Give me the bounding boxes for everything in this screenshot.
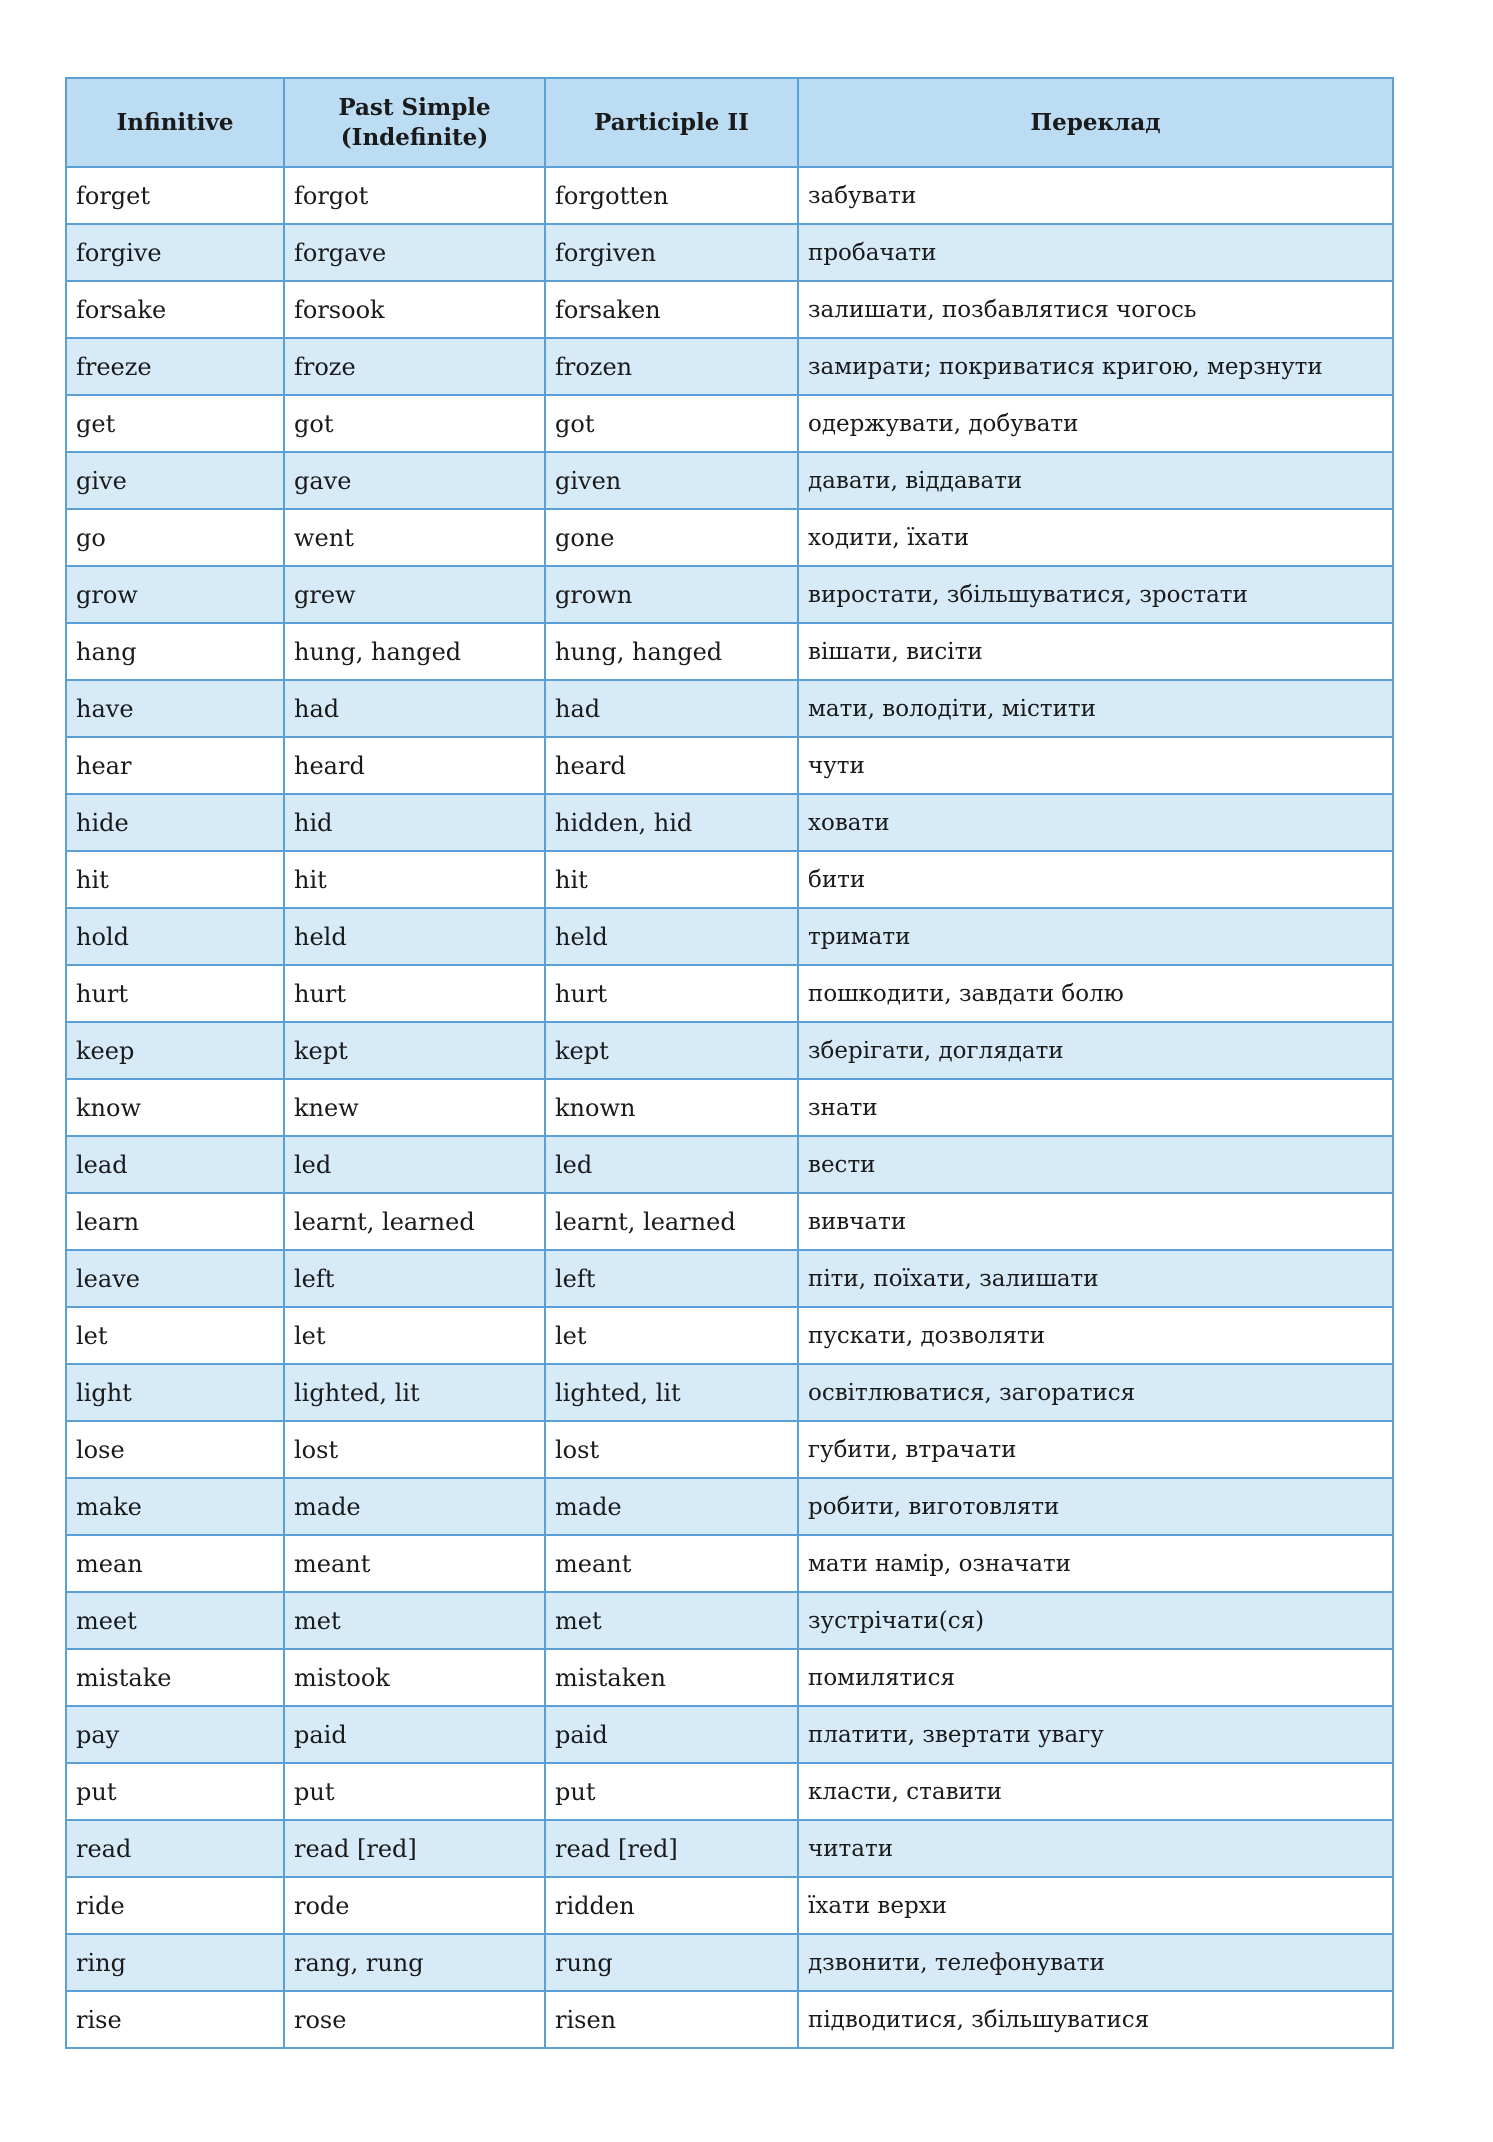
table-row [66, 1250, 1393, 1307]
participle-cell: lost [545, 1421, 798, 1478]
table-row [66, 1079, 1393, 1136]
table-row [66, 965, 1393, 1022]
participle-cell: led [545, 1136, 798, 1193]
participle-cell: forgiven [545, 224, 798, 281]
translation-cell: вивчати [798, 1193, 1393, 1250]
translation-cell: дзвонити, телефонувати [798, 1934, 1393, 1991]
infinitive-cell: hit [66, 851, 284, 908]
participle-cell: hit [545, 851, 798, 908]
table-row [66, 908, 1393, 965]
participle-cell: held [545, 908, 798, 965]
participle-cell: given [545, 452, 798, 509]
past-simple-cell: rang, rung [284, 1934, 545, 1991]
infinitive-cell: read [66, 1820, 284, 1877]
translation-cell: робити, виготовляти [798, 1478, 1393, 1535]
table-row [66, 680, 1393, 737]
infinitive-cell: forsake [66, 281, 284, 338]
participle-cell: hung, hanged [545, 623, 798, 680]
infinitive-cell: pay [66, 1706, 284, 1763]
infinitive-cell: hear [66, 737, 284, 794]
participle-cell: frozen [545, 338, 798, 395]
past-simple-cell: held [284, 908, 545, 965]
infinitive-cell: make [66, 1478, 284, 1535]
translation-cell: замирати; покриватися кригою, мерзнути [798, 338, 1393, 395]
table-row [66, 395, 1393, 452]
past-simple-cell: went [284, 509, 545, 566]
participle-cell: kept [545, 1022, 798, 1079]
translation-cell: читати [798, 1820, 1393, 1877]
infinitive-cell: get [66, 395, 284, 452]
translation-cell: мати, володіти, містити [798, 680, 1393, 737]
past-simple-cell: kept [284, 1022, 545, 1079]
participle-cell: got [545, 395, 798, 452]
translation-cell: освітлюватися, загоратися [798, 1364, 1393, 1421]
past-simple-cell: heard [284, 737, 545, 794]
header-infinitive: Infinitive [66, 78, 284, 167]
translation-cell: зустрічати(ся) [798, 1592, 1393, 1649]
translation-cell: давати, віддавати [798, 452, 1393, 509]
participle-cell: meant [545, 1535, 798, 1592]
table-row [66, 1592, 1393, 1649]
past-simple-cell: forgot [284, 167, 545, 224]
past-simple-cell: hung, hanged [284, 623, 545, 680]
infinitive-cell: forget [66, 167, 284, 224]
translation-cell: пускати, дозволяти [798, 1307, 1393, 1364]
participle-cell: gone [545, 509, 798, 566]
past-simple-cell: grew [284, 566, 545, 623]
past-simple-cell: hurt [284, 965, 545, 1022]
table-row [66, 851, 1393, 908]
table-row [66, 1022, 1393, 1079]
translation-cell: зберігати, доглядати [798, 1022, 1393, 1079]
participle-cell: met [545, 1592, 798, 1649]
infinitive-cell: hang [66, 623, 284, 680]
past-simple-cell: put [284, 1763, 545, 1820]
past-simple-cell: hid [284, 794, 545, 851]
table-row [66, 338, 1393, 395]
table-header-row [66, 78, 1393, 167]
infinitive-cell: mean [66, 1535, 284, 1592]
infinitive-cell: grow [66, 566, 284, 623]
past-simple-cell: rose [284, 1991, 545, 2048]
irregular-verbs-table [65, 77, 1394, 2049]
past-simple-cell: left [284, 1250, 545, 1307]
table-row [66, 1421, 1393, 1478]
past-simple-cell: forgave [284, 224, 545, 281]
past-simple-cell: hit [284, 851, 545, 908]
participle-cell: grown [545, 566, 798, 623]
participle-cell: ridden [545, 1877, 798, 1934]
table-row [66, 1820, 1393, 1877]
participle-cell: left [545, 1250, 798, 1307]
translation-cell: підводитися, збільшуватися [798, 1991, 1393, 2048]
infinitive-cell: keep [66, 1022, 284, 1079]
infinitive-cell: go [66, 509, 284, 566]
table-row [66, 1535, 1393, 1592]
translation-cell: залишати, позбавлятися чогось [798, 281, 1393, 338]
participle-cell: rung [545, 1934, 798, 1991]
table-row [66, 566, 1393, 623]
translation-cell: вести [798, 1136, 1393, 1193]
translation-cell: помилятися [798, 1649, 1393, 1706]
translation-cell: платити, звертати увагу [798, 1706, 1393, 1763]
header-translation: Переклад [798, 78, 1393, 167]
participle-cell: hidden, hid [545, 794, 798, 851]
infinitive-cell: light [66, 1364, 284, 1421]
past-simple-cell: forsook [284, 281, 545, 338]
participle-cell: forsaken [545, 281, 798, 338]
infinitive-cell: give [66, 452, 284, 509]
translation-cell: тримати [798, 908, 1393, 965]
translation-cell: чути [798, 737, 1393, 794]
past-simple-cell: met [284, 1592, 545, 1649]
table-row [66, 224, 1393, 281]
infinitive-cell: mistake [66, 1649, 284, 1706]
translation-cell: піти, поїхати, залишати [798, 1250, 1393, 1307]
header-participle-ii: Participle II [545, 78, 798, 167]
translation-cell: губити, втрачати [798, 1421, 1393, 1478]
translation-cell: пошкодити, завдати болю [798, 965, 1393, 1022]
participle-cell: forgotten [545, 167, 798, 224]
translation-cell: ходити, їхати [798, 509, 1393, 566]
table-row [66, 1763, 1393, 1820]
infinitive-cell: lead [66, 1136, 284, 1193]
participle-cell: read [red] [545, 1820, 798, 1877]
table-row [66, 509, 1393, 566]
translation-cell: виростати, збільшуватися, зростати [798, 566, 1393, 623]
table-row [66, 452, 1393, 509]
past-simple-cell: paid [284, 1706, 545, 1763]
table-row [66, 167, 1393, 224]
table-row [66, 1364, 1393, 1421]
past-simple-cell: gave [284, 452, 545, 509]
past-simple-cell: froze [284, 338, 545, 395]
participle-cell: let [545, 1307, 798, 1364]
translation-cell: вішати, висіти [798, 623, 1393, 680]
translation-cell: пробачати [798, 224, 1393, 281]
table-row [66, 1136, 1393, 1193]
past-simple-cell: meant [284, 1535, 545, 1592]
translation-cell: знати [798, 1079, 1393, 1136]
infinitive-cell: know [66, 1079, 284, 1136]
past-simple-cell: mistook [284, 1649, 545, 1706]
participle-cell: learnt, learned [545, 1193, 798, 1250]
table-row [66, 623, 1393, 680]
translation-cell: бити [798, 851, 1393, 908]
infinitive-cell: ring [66, 1934, 284, 1991]
table-row [66, 281, 1393, 338]
infinitive-cell: put [66, 1763, 284, 1820]
past-simple-cell: learnt, learned [284, 1193, 545, 1250]
table-row [66, 1307, 1393, 1364]
header-past-simple: Past Simple (Indefinite) [284, 78, 545, 167]
translation-cell: мати намір, означати [798, 1535, 1393, 1592]
infinitive-cell: forgive [66, 224, 284, 281]
participle-cell: lighted, lit [545, 1364, 798, 1421]
infinitive-cell: ride [66, 1877, 284, 1934]
infinitive-cell: hold [66, 908, 284, 965]
infinitive-cell: rise [66, 1991, 284, 2048]
infinitive-cell: let [66, 1307, 284, 1364]
past-simple-cell: lighted, lit [284, 1364, 545, 1421]
past-simple-cell: let [284, 1307, 545, 1364]
past-simple-cell: rode [284, 1877, 545, 1934]
participle-cell: made [545, 1478, 798, 1535]
infinitive-cell: freeze [66, 338, 284, 395]
infinitive-cell: leave [66, 1250, 284, 1307]
participle-cell: paid [545, 1706, 798, 1763]
infinitive-cell: have [66, 680, 284, 737]
past-simple-cell: lost [284, 1421, 545, 1478]
participle-cell: mistaken [545, 1649, 798, 1706]
past-simple-cell: knew [284, 1079, 545, 1136]
past-simple-cell: made [284, 1478, 545, 1535]
translation-cell: одержувати, добувати [798, 395, 1393, 452]
infinitive-cell: hide [66, 794, 284, 851]
translation-cell: ховати [798, 794, 1393, 851]
past-simple-cell: had [284, 680, 545, 737]
infinitive-cell: hurt [66, 965, 284, 1022]
translation-cell: забувати [798, 167, 1393, 224]
table-row [66, 1478, 1393, 1535]
infinitive-cell: lose [66, 1421, 284, 1478]
participle-cell: put [545, 1763, 798, 1820]
participle-cell: risen [545, 1991, 798, 2048]
participle-cell: hurt [545, 965, 798, 1022]
participle-cell: known [545, 1079, 798, 1136]
table-row [66, 794, 1393, 851]
table-row [66, 1193, 1393, 1250]
translation-cell: класти, ставити [798, 1763, 1393, 1820]
infinitive-cell: meet [66, 1592, 284, 1649]
table-row [66, 1649, 1393, 1706]
past-simple-cell: got [284, 395, 545, 452]
infinitive-cell: learn [66, 1193, 284, 1250]
participle-cell: heard [545, 737, 798, 794]
table-row [66, 1934, 1393, 1991]
past-simple-cell: led [284, 1136, 545, 1193]
translation-cell: їхати верхи [798, 1877, 1393, 1934]
participle-cell: had [545, 680, 798, 737]
past-simple-cell: read [red] [284, 1820, 545, 1877]
table-row [66, 1877, 1393, 1934]
table-row [66, 1991, 1393, 2048]
table-row [66, 737, 1393, 794]
table-row [66, 1706, 1393, 1763]
